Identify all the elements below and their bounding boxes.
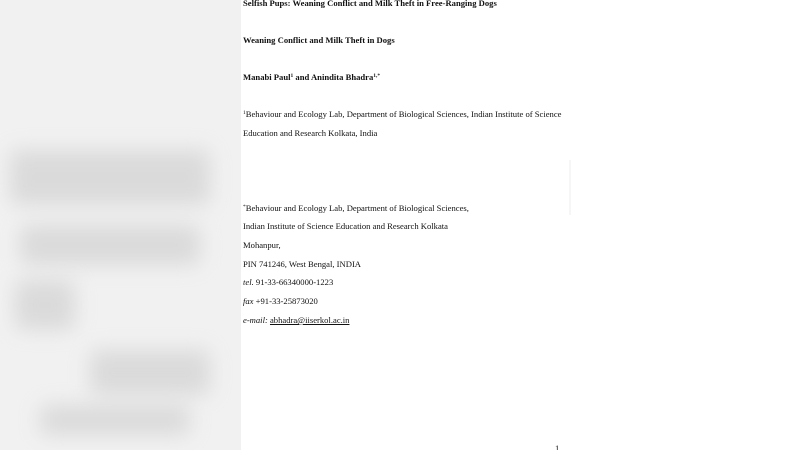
scan-artifact [569,160,571,215]
correspondence-mark: * [243,204,246,210]
correspondence-line: Mohanpur, [243,240,281,250]
correspondence-line: Indian Institute of Science Education and Research Kolkata [243,221,448,231]
page-number: 1 [555,443,560,450]
paper-title: Selfish Pups: Weaning Conflict and Milk Theft in Free-Ranging Dogs [243,0,497,8]
fax-line [243,296,318,307]
document-page [241,0,800,450]
affiliation-line: Education and Research Kolkata, India [243,128,378,138]
email-link[interactable]: abhadra@iiserkol.ac.in [269,315,350,325]
author-conjunction: and [295,72,310,82]
author-affiliation-mark: 1 [290,73,294,79]
affiliation-mark: 1 [243,110,246,116]
author-line [243,72,380,83]
running-title: Weaning Conflict and Milk Theft in Dogs [243,35,395,45]
telephone-label: tel. [243,277,254,287]
author-name: Anindita Bhadra [310,72,374,82]
fax-value: +91-33-25873020 [255,296,318,306]
correspondence-line: PIN 741246, West Bengal, INDIA [243,259,362,269]
blurred-sidebar [0,0,241,450]
email-label: e-mail: [243,315,268,325]
affiliation-line: $^1$Behaviour and Ecology Lab, Department of Biological Sciences, Indian Institute of Science [243,109,562,119]
author-name: Manabi Paul [243,72,291,82]
fax-label: fax [243,296,254,306]
telephone-value: 91-33-66340000-1223 [255,277,334,287]
telephone-line [243,277,333,288]
author-affiliation-mark: 1,* [373,73,381,79]
email-line [243,315,349,326]
correspondence-line: *Behaviour and Ecology Lab, Department of Biological Sciences, [243,203,469,213]
